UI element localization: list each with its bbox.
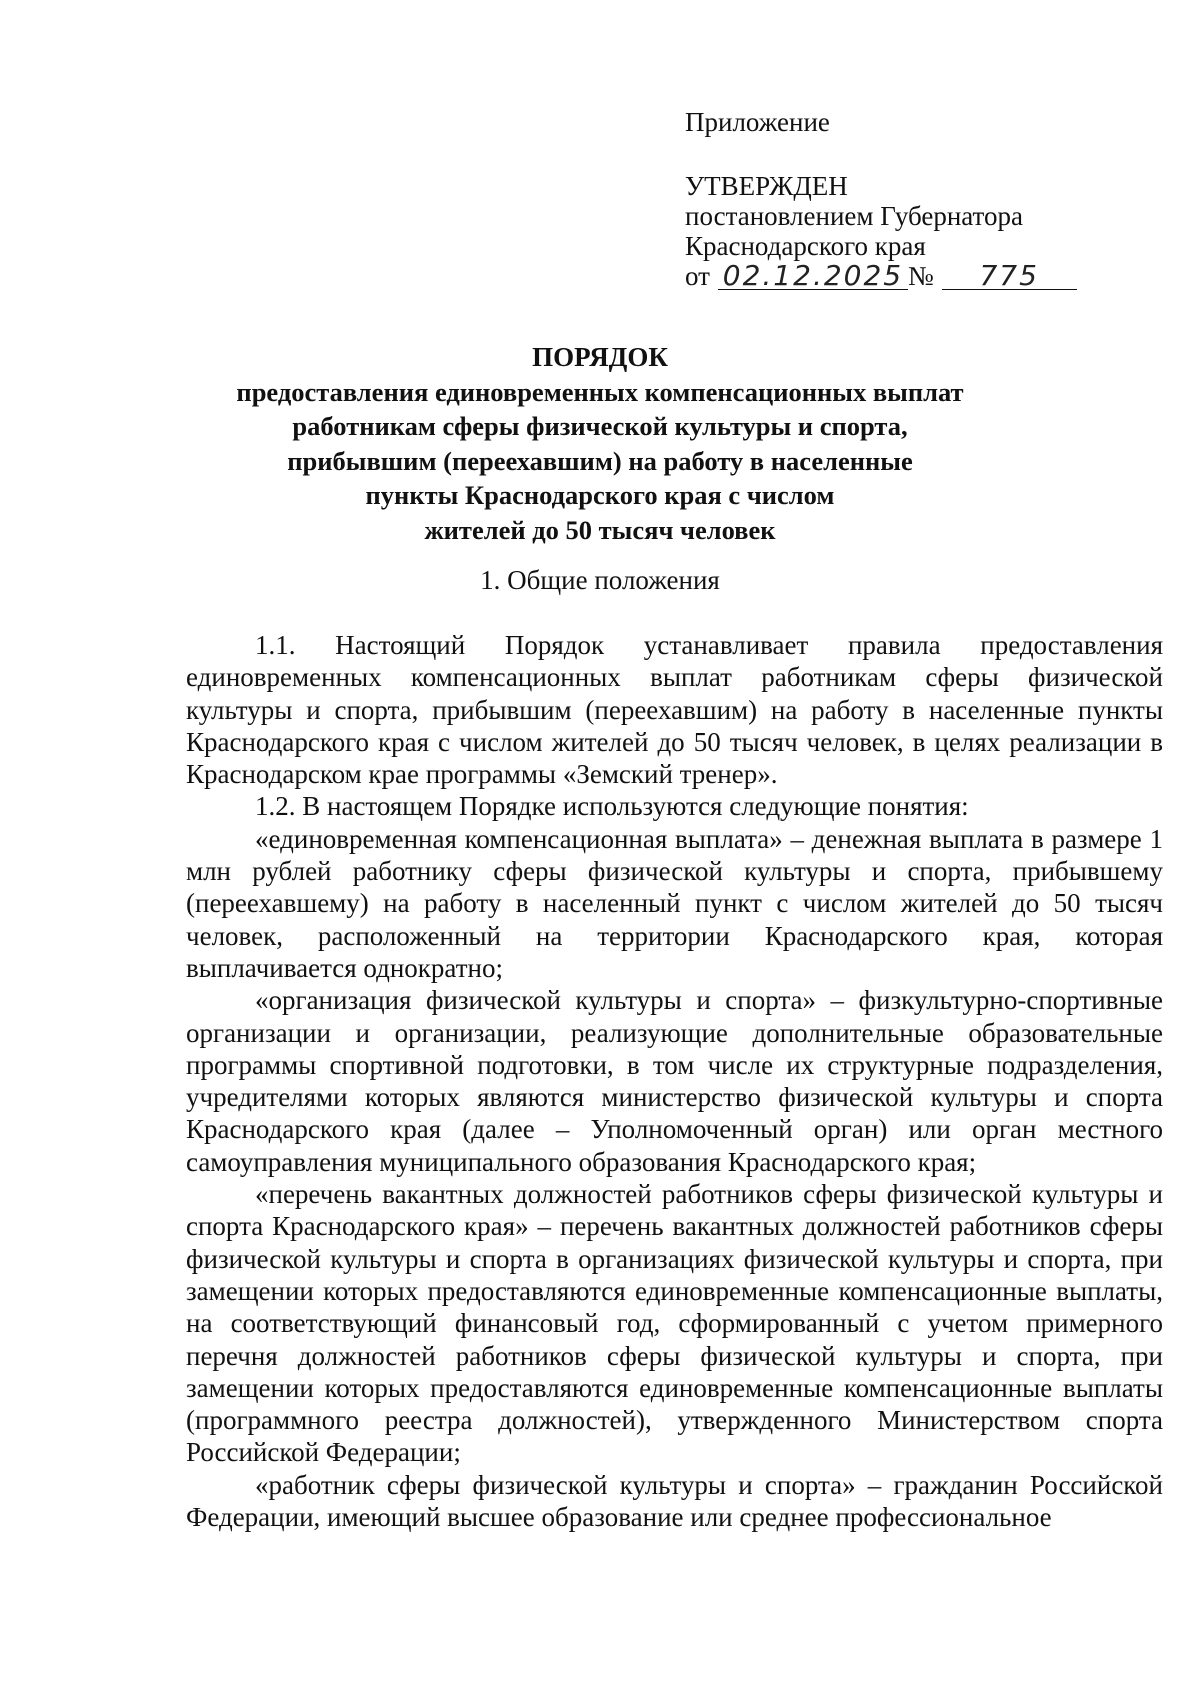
handwritten-date: 02.12.2025 [718, 263, 908, 290]
title-line4: пункты Краснодарского края с числом [365, 480, 835, 510]
handwritten-number: 775 [942, 263, 1077, 290]
appendix-label: Приложение [685, 107, 830, 137]
title-main: ПОРЯДОК [532, 342, 668, 372]
paragraph-1-2: 1.2. В настоящем Порядке используются следующие понятия: [255, 791, 969, 822]
title-line2: работникам сферы физической культуры и спорта, [292, 411, 908, 441]
definition-compensation-payment: «единовременная компенсационная выплата» – денежная выплата в размере 1 млн рублей работнику сферы физической культуры и спорта, прибывшему (переехавшему) на работу в населенный пункт с числом жителей до 50 тысяч человек, расположенный на территории Краснодарского края, которая выплачивается однократно; [186, 823, 1163, 983]
approved-by-line1: постановлением Губернатора [685, 201, 1023, 231]
approved-label: УТВЕРЖДЕН [685, 171, 848, 201]
number-sign: № [907, 261, 934, 291]
title-line1: предоставления единовременных компенсационных выплат [236, 376, 964, 407]
document-body [186, 629, 1163, 1533]
document-title [150, 340, 1050, 547]
definition-sports-worker: «работник сферы физической культуры и спорта» – гражданин Российской Федерации, имеющий высшее образование или среднее профессиональное [186, 1469, 1163, 1533]
section-heading: 1. Общие положения [480, 565, 720, 595]
date-number-line [685, 261, 1115, 291]
date-prefix: от [685, 261, 710, 291]
approved-by-line2: Краснодарского края [685, 231, 926, 261]
definition-sports-organization: «организация физической культуры и спорта» – физкультурно-спортивные организации и организации, реализующие дополнительные образовательные программы спортивной подготовки, в том числе их структурные подразделения, учредителями которых являются министерство физической культуры и спорта Краснодарского края (далее – Уполномоченный орган) или орган местного самоуправления муниципального образования Краснодарского края; [186, 985, 1163, 1177]
approval-block [685, 107, 1115, 291]
title-line3: прибывшим (переехавшим) на работу в населенные [287, 445, 913, 476]
title-line5: жителей до 50 тысяч человек [424, 514, 776, 545]
definition-vacancy-list: «перечень вакантных должностей работников сферы физической культуры и спорта Краснодарского края» – перечень вакантных должностей работников сферы физической культуры и спорта в организациях физической культуры и спорта, при замещении которых предоставляются единовременные компенсационные выплаты, на соответствующий финансовый год, сформированный с учетом примерного перечня должностей работников сферы физической культуры и спорта, при замещении которых предоставляются единовременные компенсационные выплаты (программного реестра должностей), утвержденного Министерством спорта Российской Федерации; [186, 1179, 1163, 1468]
paragraph-1-1: 1.1. Настоящий Порядок устанавливает правила предоставления единовременных компенсационных выплат работникам сферы физической культуры и спорта, прибывшим (переехавшим) на работу в населенные пункты Краснодарского края с числом жителей до 50 тысяч человек, в целях реализации в Краснодарском крае программы «Земский тренер». [186, 630, 1163, 790]
